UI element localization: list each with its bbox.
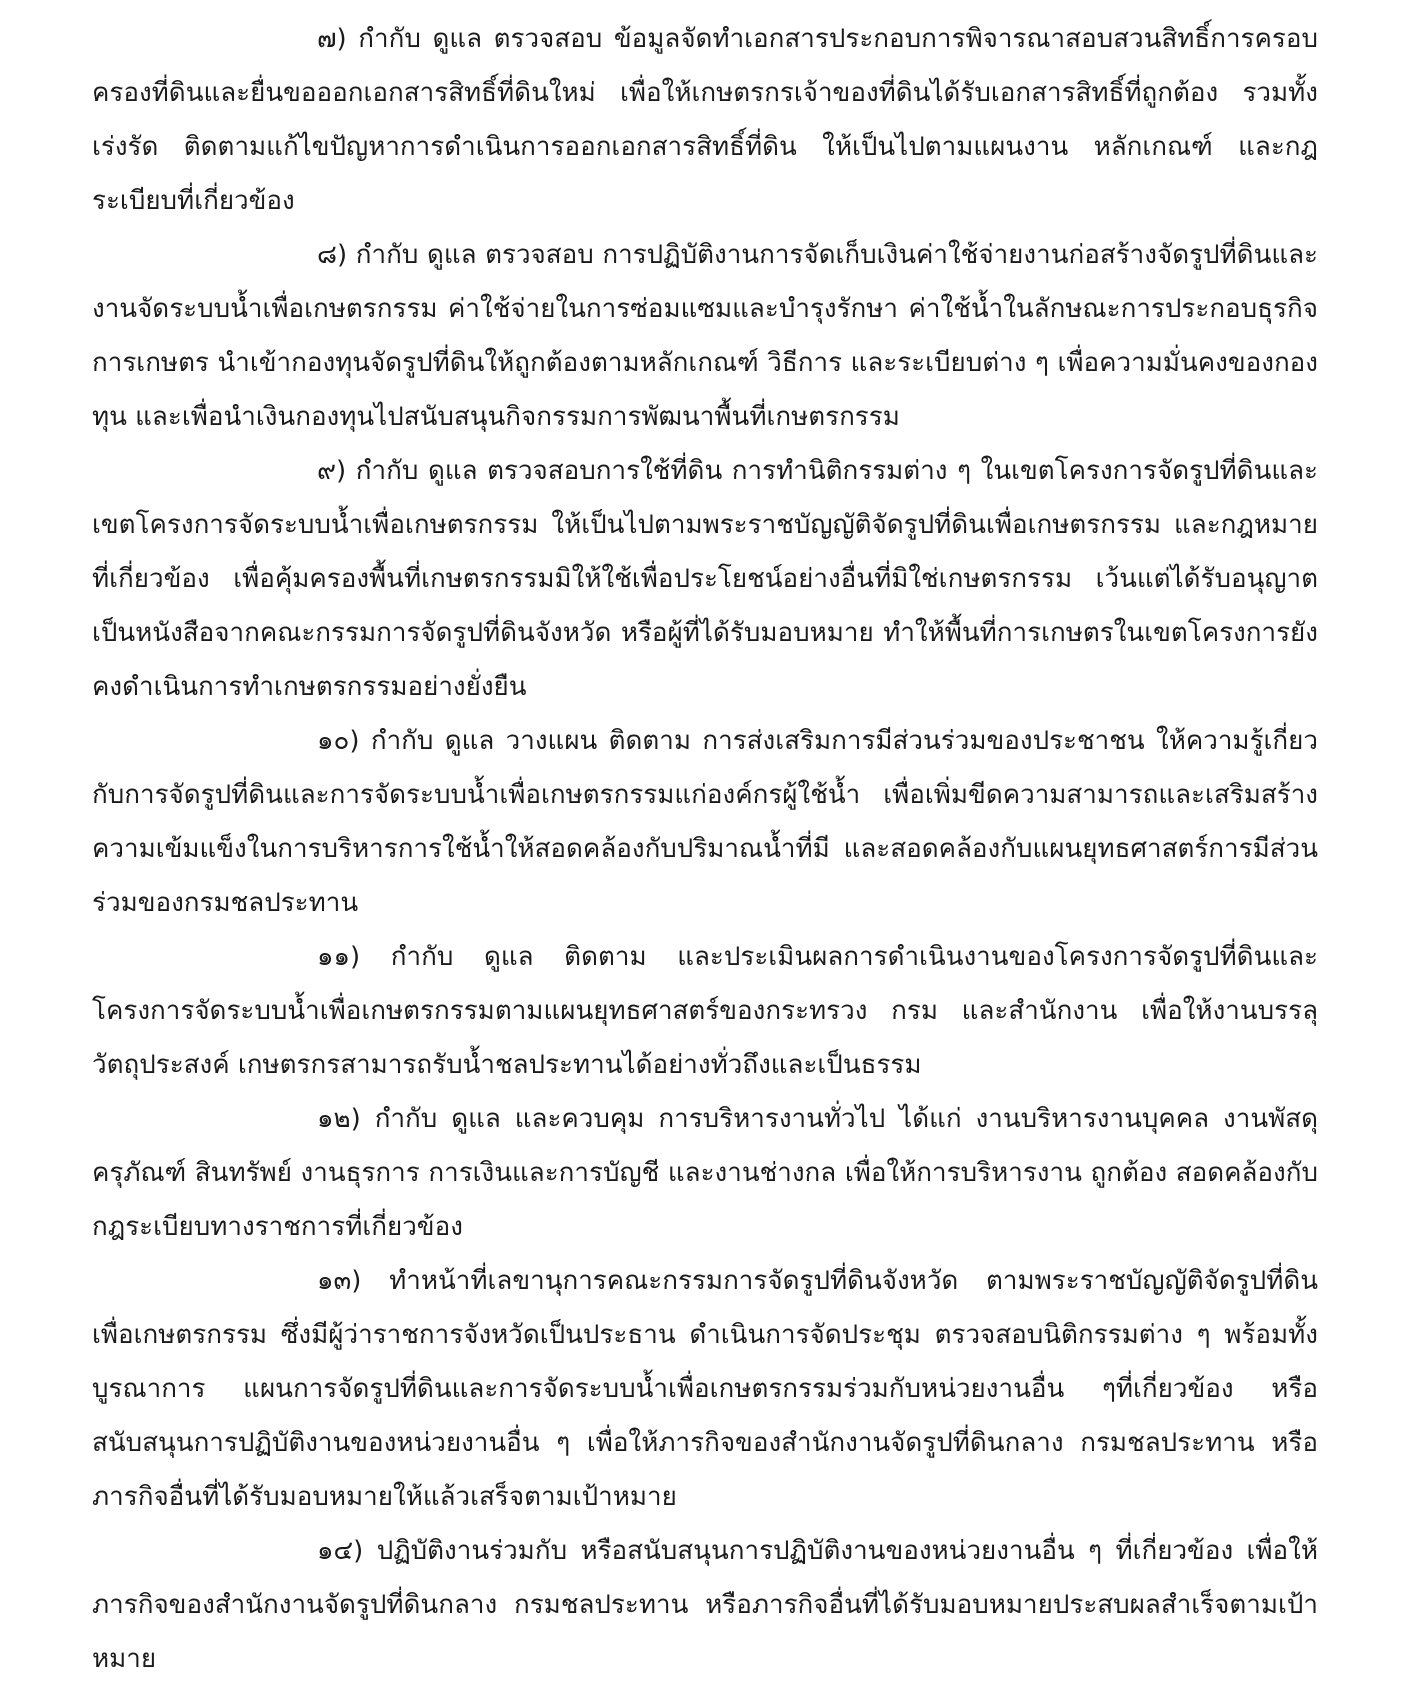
- clause-13: ๑๓) ทำหน้าที่เลขานุการคณะกรรมการจัดรูปที่ดินจังหวัด ตามพระราชบัญญัติจัดรูปที่ดินเพื่อเกษตรกรรม ซึ่งมีผู้ว่าราชการจังหวัดเป็นประธาน ดำเนินการจัดประชุม ตรวจสอบนิติกรรมต่าง ๆ พร้อมทั้งบูรณาการ แผนการจัดรูปที่ดินและการจัดระบบน้ำเพื่อเกษตรกรรมร่วมกับหน่วยงานอื่น ๆที่เกี่ยวข้อง หรือสนับสนุนการปฏิบัติงานของหน่วยงานอื่น ๆ เพื่อให้ภารกิจของสำนักงานจัดรูปที่ดินกลาง กรมชลประทาน หรือภารกิจอื่นที่ได้รับมอบหมายให้แล้วเสร็จตามเป้าหมาย: [92, 1266, 1318, 1512]
- clause-9: ๙) กำกับ ดูแล ตรวจสอบการใช้ที่ดิน การทำนิติกรรมต่าง ๆ ในเขตโครงการจัดรูปที่ดินและเขตโครงการจัดระบบน้ำเพื่อเกษตรกรรม ให้เป็นไปตามพระราชบัญญัติจัดรูปที่ดินเพื่อเกษตรกรรม และกฎหมายที่เกี่ยวข้อง เพื่อคุ้มครองพื้นที่เกษตรกรรมมิให้ใช้เพื่อประโยชน์อย่างอื่นที่มิใช่เกษตรกรรม เว้นแต่ได้รับอนุญาตเป็นหนังสือจากคณะกรรมการจัดรูปที่ดินจังหวัด หรือผู้ที่ได้รับมอบหมาย ทำให้พื้นที่การเกษตรในเขตโครงการยังคงดำเนินการทำเกษตรกรรมอย่างยั่งยืน: [92, 456, 1318, 702]
- clause-11: ๑๑) กำกับ ดูแล ติดตาม และประเมินผลการดำเนินงานของโครงการจัดรูปที่ดินและโครงการจัดระบบน้ำเพื่อเกษตรกรรมตามแผนยุทธศาสตร์ของกระทรวง กรม และสำนักงาน เพื่อให้งานบรรลุวัตถุประสงค์ เกษตรกรสามารถรับน้ำชลประทานได้อย่างทั่วถึงและเป็นธรรม: [92, 942, 1318, 1080]
- clause-7: ๗) กำกับ ดูแล ตรวจสอบ ข้อมูลจัดทำเอกสารประกอบการพิจารณาสอบสวนสิทธิ์การครอบครองที่ดินและยื่นขอออกเอกสารสิทธิ์ที่ดินใหม่ เพื่อให้เกษตรกรเจ้าของที่ดินได้รับเอกสารสิทธิ์ที่ถูกต้อง รวมทั้งเร่งรัด ติดตามแก้ไขปัญหาการดำเนินการออกเอกสารสิทธิ์ที่ดิน ให้เป็นไปตามแผนงาน หลักเกณฑ์ และกฎ ระเบียบที่เกี่ยวข้อง: [92, 24, 1318, 216]
- clause-10: ๑๐) กำกับ ดูแล วางแผน ติดตาม การส่งเสริมการมีส่วนร่วมของประชาชน ให้ความรู้เกี่ยวกับการจัดรูปที่ดินและการจัดระบบน้ำเพื่อเกษตรกรรมแก่องค์กรผู้ใช้น้ำ เพื่อเพิ่มขีดความสามารถและเสริมสร้างความเข้มแข็งในการบริหารการใช้น้ำให้สอดคล้องกับปริมาณน้ำที่มี และสอดคล้องกับแผนยุทธศาสตร์การมีส่วนร่วมของกรมชลประทาน: [92, 726, 1318, 918]
- clause-14: ๑๔) ปฏิบัติงานร่วมกับ หรือสนับสนุนการปฏิบัติงานของหน่วยงานอื่น ๆ ที่เกี่ยวข้อง เพื่อให้ภารกิจของสำนักงานจัดรูปที่ดินกลาง กรมชลประทาน หรือภารกิจอื่นที่ได้รับมอบหมายประสบผลสำเร็จตามเป้าหมาย: [92, 1536, 1318, 1674]
- clause-12: ๑๒) กำกับ ดูแล และควบคุม การบริหารงานทั่วไป ได้แก่ งานบริหารงานบุคคล งานพัสดุครุภัณฑ์ สินทรัพย์ งานธุรการ การเงินและการบัญชี และงานช่างกล เพื่อให้การบริหารงาน ถูกต้อง สอดคล้องกับกฎระเบียบทางราชการที่เกี่ยวข้อง: [92, 1104, 1318, 1242]
- document-body: [92, 12, 1318, 1686]
- clause-8: ๘) กำกับ ดูแล ตรวจสอบ การปฏิบัติงานการจัดเก็บเงินค่าใช้จ่ายงานก่อสร้างจัดรูปที่ดินและงานจัดระบบน้ำเพื่อเกษตรกรรม ค่าใช้จ่ายในการซ่อมแซมและบำรุงรักษา ค่าใช้น้ำในลักษณะการประกอบธุรกิจการเกษตร นำเข้ากองทุนจัดรูปที่ดินให้ถูกต้องตามหลักเกณฑ์ วิธีการ และระเบียบต่าง ๆ เพื่อความมั่นคงของกองทุน และเพื่อนำเงินกองทุนไปสนับสนุนกิจกรรมการพัฒนาพื้นที่เกษตรกรรม: [92, 240, 1318, 432]
